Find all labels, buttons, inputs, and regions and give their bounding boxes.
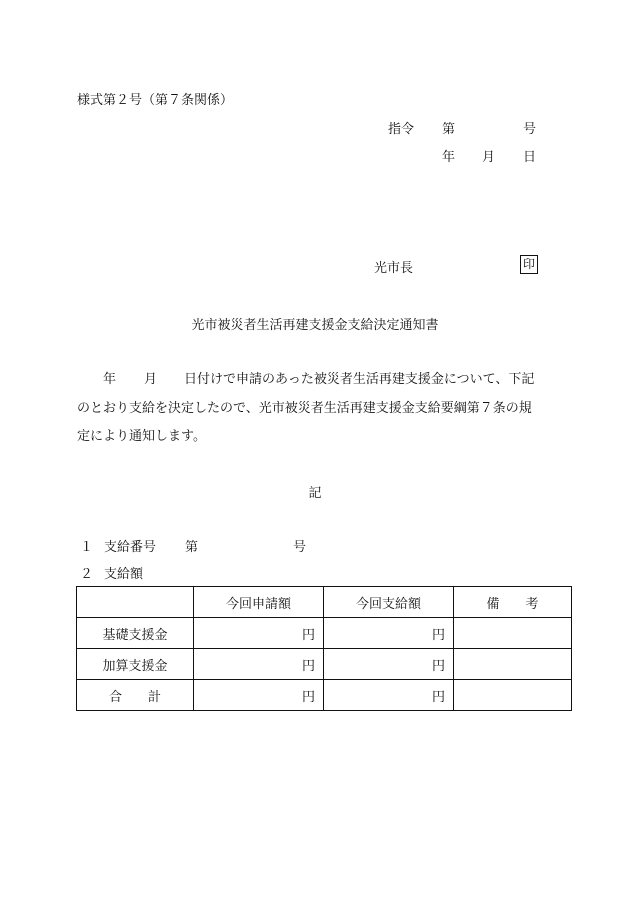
date-month: 月 [482,150,496,165]
table-header-row [77,587,572,618]
table-header-payment: 今回支給額 [324,587,454,618]
directive-go: 号 [523,122,537,137]
table-header-note: 備 考 [454,587,572,618]
row-note-basic [454,618,572,649]
item1-number: １ [80,540,94,555]
mayor-title: 光市長 [374,261,414,276]
table-row [77,618,572,649]
directive-prefix: 指令 [388,122,415,137]
row-payment-basic: 円 [324,618,454,649]
seal-stamp: 印 [520,255,538,274]
item1-label: 支給番号 [104,540,157,555]
body-line1: 日付けで申請のあった被災者生活再建支援金について、下記 [184,372,535,387]
row-payment-additional: 円 [324,649,454,680]
item2-label: 支給額 [104,567,144,582]
date-year: 年 [442,150,456,165]
row-payment-total: 円 [324,680,454,711]
ki-heading: 記 [308,486,322,501]
row-request-basic: 円 [194,618,324,649]
body-line3: 定により通知します。 [77,429,206,444]
row-request-total: 円 [194,680,324,711]
row-label-basic: 基礎支援金 [77,618,194,649]
body-line2: のとおり支給を決定したので、光市被災者生活再建支援金支給要綱第７条の規 [77,401,532,416]
row-request-additional: 円 [194,649,324,680]
table-header-blank [77,587,194,618]
document-title: 光市被災者生活再建支援金支給決定通知書 [191,318,439,333]
date-day: 日 [523,150,537,165]
row-note-additional [454,649,572,680]
row-note-total [454,680,572,711]
form-label: 様式第２号（第７条関係） [77,93,234,108]
table-row [77,680,572,711]
item2-number: ２ [80,567,94,582]
amount-table [76,586,572,711]
table-row [77,649,572,680]
table-header-request: 今回申請額 [194,587,324,618]
body-month: 月 [144,372,158,387]
item1-dai: 第 [185,540,199,555]
row-label-additional: 加算支援金 [77,649,194,680]
item1-go: 号 [293,540,307,555]
body-year: 年 [103,372,117,387]
directive-dai: 第 [442,122,456,137]
row-label-total: 合 計 [77,680,194,711]
